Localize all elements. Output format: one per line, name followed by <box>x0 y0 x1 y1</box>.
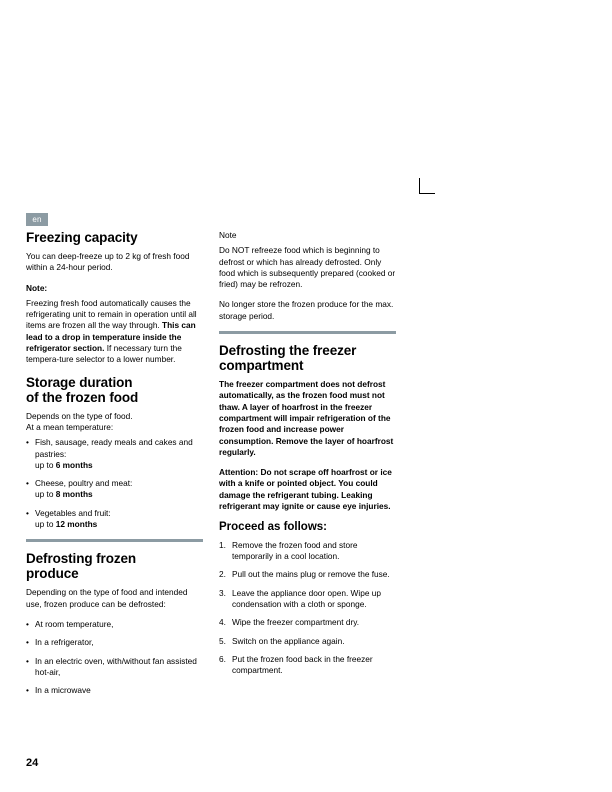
list-item: Remove the frozen food and store temporarily in a cool location. <box>232 539 358 562</box>
storage-duration-intro-line2: At a mean temperature: <box>26 421 114 432</box>
storage-item-text: Fish, sausage, ready meals and cakes and pastries: <box>35 437 193 459</box>
storage-duration-list <box>26 437 203 530</box>
storage-item-prefix: up to <box>35 519 56 530</box>
list-item: Put the frozen food back in the freezer compartment. <box>232 653 373 676</box>
list-item <box>26 478 203 501</box>
heading-defrosting-frozen-produce <box>26 551 203 581</box>
note-part-2: If necessary turn the tempera-ture selector to a lower number. <box>26 343 182 365</box>
storage-duration-intro <box>26 411 203 434</box>
heading-proceed-as-follows: Proceed as follows: <box>219 521 328 534</box>
left-column <box>26 230 203 705</box>
storage-item-value: 8 months <box>55 489 93 500</box>
list-item: Switch on the appliance again. <box>232 635 345 646</box>
list-item: • In a refrigerator, <box>26 637 203 648</box>
right-column <box>219 230 396 684</box>
page-number: 24 <box>26 757 39 769</box>
list-item: • At room temperature, <box>26 619 203 630</box>
list-item: Wipe the freezer compartment dry. <box>232 617 360 628</box>
note-part-1: Freezing fresh food automatically causes the refrigerating unit to remain in operation until all items are frozen all the way through. <box>26 297 197 331</box>
heading-freezing-capacity: Freezing capacity <box>26 230 138 245</box>
heading-defrosting-freezer <box>219 343 396 373</box>
heading-dfp-line2: produce <box>26 566 79 582</box>
list-item <box>26 437 203 471</box>
right-note-label: Note <box>219 230 237 240</box>
right-note-paragraph-1: Do NOT refreeze food which is beginning to defrost or which has already defrosted. Only food which is subsequently prepared (cooked or fried) may be refrozen. <box>219 245 396 290</box>
storage-duration-intro-line1: Depends on the type of food. <box>26 410 133 421</box>
storage-item-prefix: up to <box>35 489 56 500</box>
freezing-capacity-text: You can deep-freeze up to 2 kg of fresh food within a 24-hour period. <box>26 251 190 273</box>
heading-dfp-line1: Defrosting frozen <box>26 551 137 567</box>
right-note-paragraph-2: No longer store the frozen produce for the max. storage period. <box>219 299 394 321</box>
heading-df-line1: Defrosting the freezer <box>219 343 357 359</box>
heading-storage-duration-line2: of the frozen food <box>26 389 139 405</box>
storage-item-prefix: up to <box>35 459 56 470</box>
freezing-capacity-note-label: Note: <box>26 282 48 293</box>
defrosting-steps-list <box>219 540 396 677</box>
section-divider <box>219 331 396 334</box>
defrosting-frozen-produce-text: Depending on the type of food and intended use, frozen produce can be defrosted: <box>26 587 188 609</box>
list-item: Leave the appliance door open. Wipe up condensation with a cloth or sponge. <box>232 587 381 610</box>
section-divider <box>26 539 203 542</box>
storage-item-text: Cheese, poultry and meat: <box>35 478 133 489</box>
defrosting-methods-list <box>26 619 203 696</box>
language-tag: en <box>26 213 48 226</box>
heading-storage-duration-line1: Storage duration <box>26 374 133 390</box>
list-item: Pull out the mains plug or remove the fuse. <box>232 569 390 580</box>
storage-item-value: 6 months <box>55 459 93 470</box>
list-item <box>26 508 203 531</box>
defrosting-freezer-paragraph-1: The freezer compartment does not defrost automatically, as the frozen food must not thaw. A layer of hoarfrost in the freezer compartment will impair refrigeration of the frozen food and increase power consumption. Remove the layer of hoarfrost regularly. <box>219 379 394 457</box>
crop-mark <box>419 178 435 194</box>
heading-storage-duration <box>26 375 203 405</box>
storage-item-value: 12 months <box>55 519 98 530</box>
storage-item-text: Vegetables and fruit: <box>35 507 111 518</box>
list-item: • In an electric oven, with/without fan assisted hot-air, <box>26 656 203 679</box>
heading-df-line2: compartment <box>219 358 304 374</box>
list-item: • In a microwave <box>26 685 203 696</box>
defrosting-freezer-paragraph-2: Attention: Do not scrape off hoarfrost or ice with a knife or pointed object. You could damage the refrigerant tubing. Leaking refrigerant may ignite or cause eye injuries. <box>219 467 392 512</box>
freezing-capacity-note-text <box>26 298 203 366</box>
note-part-bold: This can lead to a drop in temperature inside the refrigerator section. <box>26 320 196 354</box>
